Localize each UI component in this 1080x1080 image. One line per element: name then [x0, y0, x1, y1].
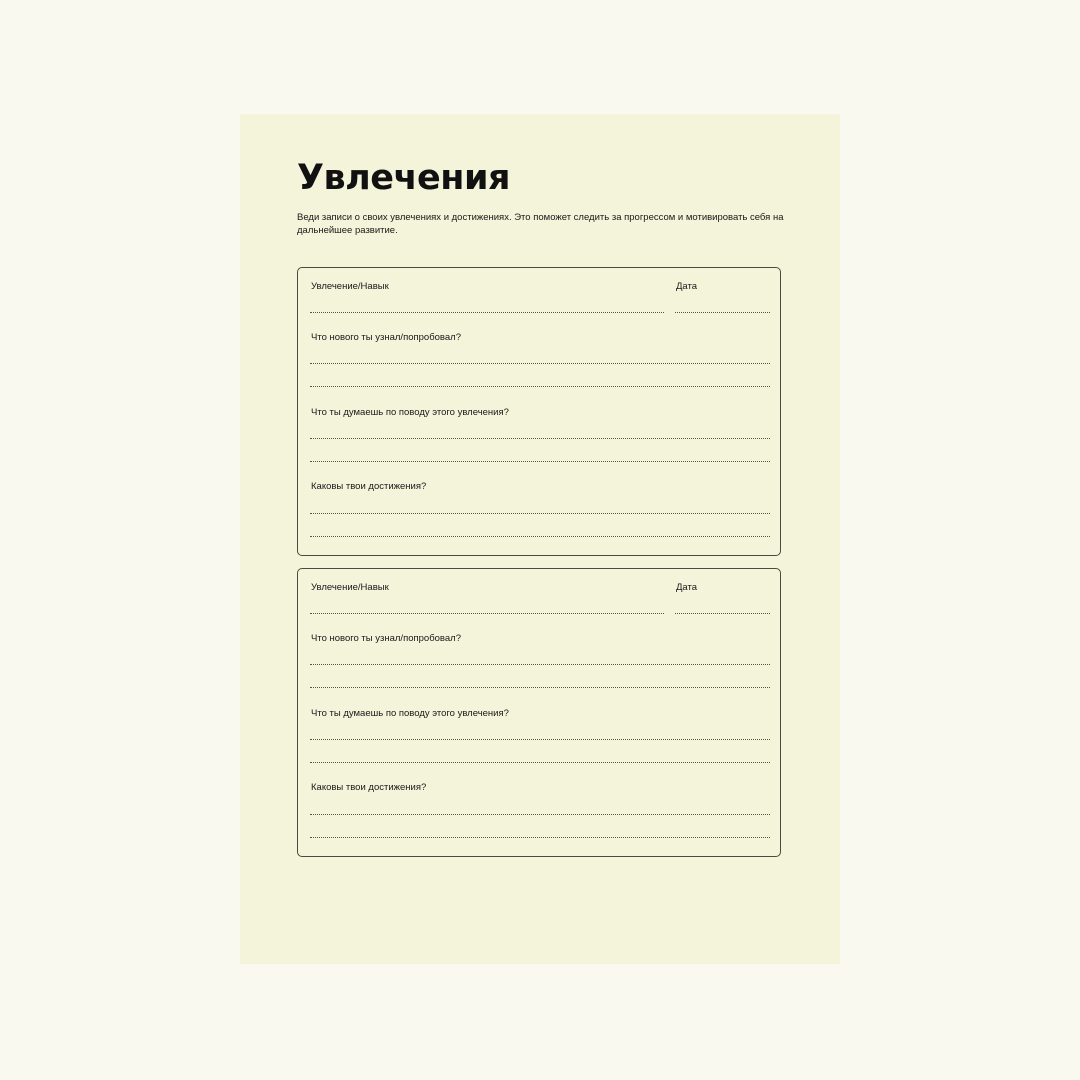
- hobby-label: Увлечение/Навык: [311, 281, 389, 292]
- answer-write-line[interactable]: [310, 814, 770, 815]
- answer-write-line[interactable]: [310, 664, 770, 665]
- question-achievements-label: Каковы твои достижения?: [311, 481, 427, 492]
- question-thoughts-label: Что ты думаешь по поводу этого увлечения?: [311, 407, 509, 418]
- question-achievements-label: Каковы твои достижения?: [311, 782, 427, 793]
- answer-write-line[interactable]: [310, 386, 770, 387]
- answer-write-line[interactable]: [310, 837, 770, 838]
- hobby-entry-card: [297, 267, 781, 556]
- answer-write-line[interactable]: [310, 363, 770, 364]
- answer-write-line[interactable]: [310, 687, 770, 688]
- hobby-write-line[interactable]: [310, 613, 664, 614]
- answer-write-line[interactable]: [310, 438, 770, 439]
- answer-write-line[interactable]: [310, 739, 770, 740]
- worksheet-page: [240, 114, 840, 964]
- question-thoughts-label: Что ты думаешь по поводу этого увлечения?: [311, 708, 509, 719]
- answer-write-line[interactable]: [310, 461, 770, 462]
- answer-write-line[interactable]: [310, 513, 770, 514]
- date-write-line[interactable]: [675, 613, 770, 614]
- date-label: Дата: [676, 281, 698, 292]
- hobby-label: Увлечение/Навык: [311, 582, 389, 593]
- answer-write-line[interactable]: [310, 536, 770, 537]
- intro-text: Веди записи о своих увлечениях и достижениях. Это поможет следить за прогрессом и мотивировать себя на дальнейшее развитие.: [297, 212, 784, 236]
- date-write-line[interactable]: [675, 312, 770, 313]
- answer-write-line[interactable]: [310, 762, 770, 763]
- hobby-write-line[interactable]: [310, 312, 664, 313]
- date-label: Дата: [676, 582, 698, 593]
- page-title: Увлечения: [297, 158, 510, 198]
- hobby-entry-card: [297, 568, 781, 857]
- question-new-label: Что нового ты узнал/попробовал?: [311, 332, 461, 343]
- question-new-label: Что нового ты узнал/попробовал?: [311, 633, 461, 644]
